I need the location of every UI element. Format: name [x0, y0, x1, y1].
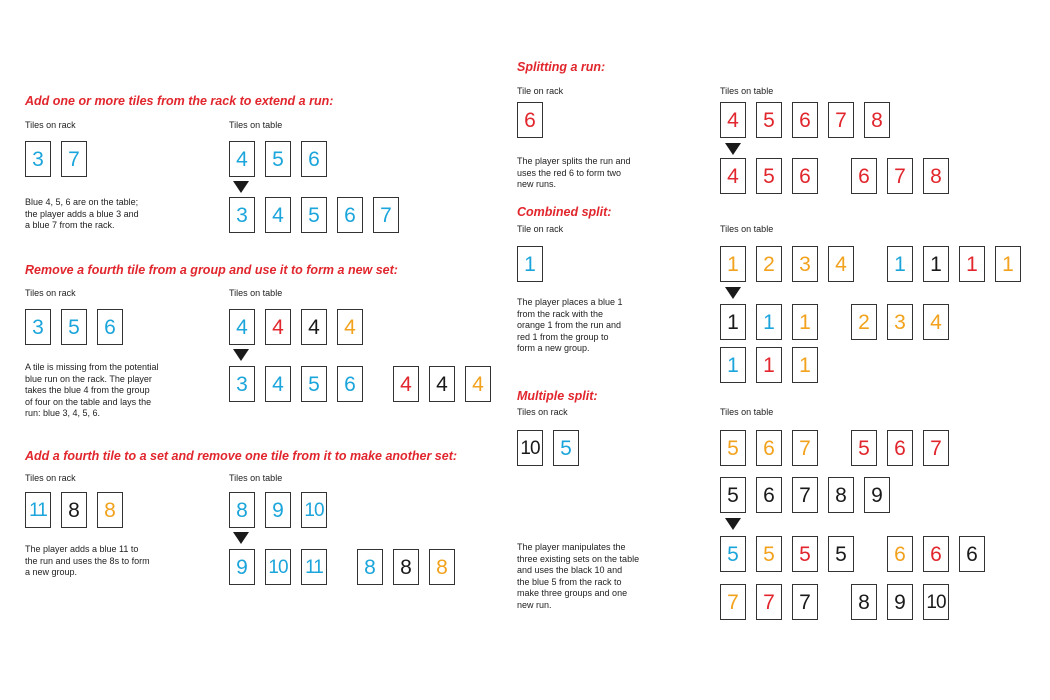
tile: 3	[25, 141, 51, 177]
down-arrow-icon	[725, 518, 741, 530]
section1-heading: Add one or more tiles from the rack to extend a run:	[25, 94, 334, 108]
desc-line: a new group.	[25, 567, 78, 577]
section3-table-label: Tiles on table	[229, 473, 283, 483]
section5-table-label: Tiles on table	[720, 224, 774, 234]
tile: 5	[265, 141, 291, 177]
tile: 7	[720, 584, 746, 620]
section1-rack-label: Tiles on rack	[25, 120, 76, 130]
tile: 1	[517, 246, 543, 282]
tile: 5	[61, 309, 87, 345]
tile: 1	[792, 347, 818, 383]
desc-line: red 1 from the group to	[517, 331, 609, 342]
tile: 8	[393, 549, 419, 585]
tile: 1	[923, 246, 949, 282]
tile: 4	[923, 304, 949, 340]
tile: 9	[887, 584, 913, 620]
tile: 7	[61, 141, 87, 177]
tile: 6	[756, 477, 782, 513]
tile: 6	[97, 309, 123, 345]
section4-table-label: Tiles on table	[720, 86, 774, 96]
tile: 5	[720, 477, 746, 513]
tile: 5	[851, 430, 877, 466]
tile: 5	[301, 197, 327, 233]
desc-line: orange 1 from the run and	[517, 320, 622, 330]
tile: 1	[792, 304, 818, 340]
tile: 6	[923, 536, 949, 572]
desc-line: new run.	[517, 599, 552, 610]
tile: 10	[301, 492, 327, 528]
section6-table-label: Tiles on table	[720, 407, 774, 417]
tile: 5	[720, 430, 746, 466]
down-arrow-icon	[233, 349, 249, 361]
tile: 5	[756, 158, 782, 194]
tile: 7	[792, 477, 818, 513]
desc-line: the player adds a blue 3 and	[25, 208, 139, 219]
section3-rack-label: Tiles on rack	[25, 473, 76, 483]
tile: 10	[923, 584, 949, 620]
desc-line: the run and uses the 8s to form	[25, 555, 150, 566]
tile: 11	[301, 549, 327, 585]
desc-line: of four on the table and lays the	[25, 396, 152, 407]
tile: 8	[923, 158, 949, 194]
tile: 8	[357, 549, 383, 585]
tile: 1	[959, 246, 985, 282]
tile: 3	[887, 304, 913, 340]
section3-description	[25, 544, 200, 579]
tile: 10	[265, 549, 291, 585]
desc-line: new runs.	[517, 179, 557, 189]
tile: 6	[792, 158, 818, 194]
tile: 6	[887, 430, 913, 466]
desc-line: The player splits the run and	[517, 156, 631, 166]
tile: 5	[756, 102, 782, 138]
desc-line: make three groups and one	[517, 588, 628, 598]
tile: 9	[229, 549, 255, 585]
tile: 6	[959, 536, 985, 572]
tile: 2	[756, 246, 782, 282]
section2-description	[25, 362, 215, 420]
tile: 4	[265, 197, 291, 233]
section5-rack-label: Tile on rack	[517, 224, 564, 234]
section2-table-label: Tiles on table	[229, 288, 283, 298]
tile: 4	[229, 309, 255, 345]
tile: 4	[828, 246, 854, 282]
desc-line: Blue 4, 5, 6 are on the table;	[25, 197, 139, 207]
tile: 7	[792, 430, 818, 466]
tile: 5	[553, 430, 579, 466]
desc-line: and uses the black 10 and	[517, 565, 623, 575]
tile: 10	[517, 430, 543, 466]
tile: 8	[97, 492, 123, 528]
tile: 4	[265, 309, 291, 345]
tile: 9	[864, 477, 890, 513]
tile: 11	[25, 492, 51, 528]
tile: 6	[337, 197, 363, 233]
section1-table-label: Tiles on table	[229, 120, 283, 130]
tile: 8	[828, 477, 854, 513]
desc-line: uses the red 6 to form two	[517, 167, 622, 178]
down-arrow-icon	[725, 287, 741, 299]
tile: 2	[851, 304, 877, 340]
section5-heading: Combined split:	[517, 205, 612, 219]
section6-heading: Multiple split:	[517, 389, 598, 403]
desc-line: a blue 7 from the rack.	[25, 220, 115, 230]
tile: 4	[229, 141, 255, 177]
down-arrow-icon	[725, 143, 741, 155]
tile: 4	[720, 158, 746, 194]
tile: 4	[720, 102, 746, 138]
section6-description	[517, 542, 692, 611]
tile: 4	[337, 309, 363, 345]
tile: 1	[720, 304, 746, 340]
tile: 7	[923, 430, 949, 466]
section4-description	[517, 156, 687, 191]
tile: 7	[373, 197, 399, 233]
tile: 1	[720, 246, 746, 282]
tile: 5	[792, 536, 818, 572]
tile: 3	[229, 366, 255, 402]
section3-heading: Add a fourth tile to a set and remove one tile from it to make another set:	[25, 449, 458, 463]
desc-line: blue run on the rack. The player	[25, 373, 152, 384]
section4-heading: Splitting a run:	[517, 60, 606, 74]
desc-line: takes the blue 4 from the group	[25, 385, 150, 395]
section1-description	[25, 197, 200, 232]
desc-line: from the rack with the	[517, 308, 604, 319]
down-arrow-icon	[233, 532, 249, 544]
section2-rack-label: Tiles on rack	[25, 288, 76, 298]
tile: 7	[887, 158, 913, 194]
tile: 1	[720, 347, 746, 383]
tile: 8	[229, 492, 255, 528]
tile: 1	[887, 246, 913, 282]
tile: 3	[25, 309, 51, 345]
tile: 5	[301, 366, 327, 402]
tile: 5	[828, 536, 854, 572]
section6-rack-label: Tiles on rack	[517, 407, 568, 417]
tile: 6	[851, 158, 877, 194]
tile: 5	[720, 536, 746, 572]
down-arrow-icon	[233, 181, 249, 193]
tile: 6	[887, 536, 913, 572]
desc-line: The player manipulates the	[517, 542, 626, 552]
tile: 3	[229, 197, 255, 233]
tile: 8	[61, 492, 87, 528]
tile: 4	[393, 366, 419, 402]
tile: 7	[756, 584, 782, 620]
tile: 8	[864, 102, 890, 138]
tile: 3	[792, 246, 818, 282]
tile: 6	[517, 102, 543, 138]
tile: 9	[265, 492, 291, 528]
section2-heading: Remove a fourth tile from a group and use it to form a new set:	[25, 263, 398, 277]
tile: 1	[756, 304, 782, 340]
tile: 1	[995, 246, 1021, 282]
section4-rack-label: Tile on rack	[517, 86, 564, 96]
tile: 6	[792, 102, 818, 138]
tile: 4	[429, 366, 455, 402]
tile: 4	[465, 366, 491, 402]
tile: 8	[429, 549, 455, 585]
section5-description	[517, 297, 687, 355]
tile: 4	[265, 366, 291, 402]
tile: 8	[851, 584, 877, 620]
tile: 5	[756, 536, 782, 572]
tile: 6	[756, 430, 782, 466]
desc-line: A tile is missing from the potential	[25, 362, 159, 372]
tile: 7	[792, 584, 818, 620]
desc-line: run: blue 3, 4, 5, 6.	[25, 408, 101, 418]
desc-line: the blue 5 from the rack to	[517, 576, 622, 587]
tile: 7	[828, 102, 854, 138]
desc-line: The player adds a blue 11 to	[25, 544, 139, 554]
desc-line: three existing sets on the table	[517, 553, 640, 564]
tile: 6	[337, 366, 363, 402]
desc-line: The player places a blue 1	[517, 297, 623, 307]
desc-line: form a new group.	[517, 343, 590, 353]
tile: 6	[301, 141, 327, 177]
tile: 1	[756, 347, 782, 383]
tile: 4	[301, 309, 327, 345]
